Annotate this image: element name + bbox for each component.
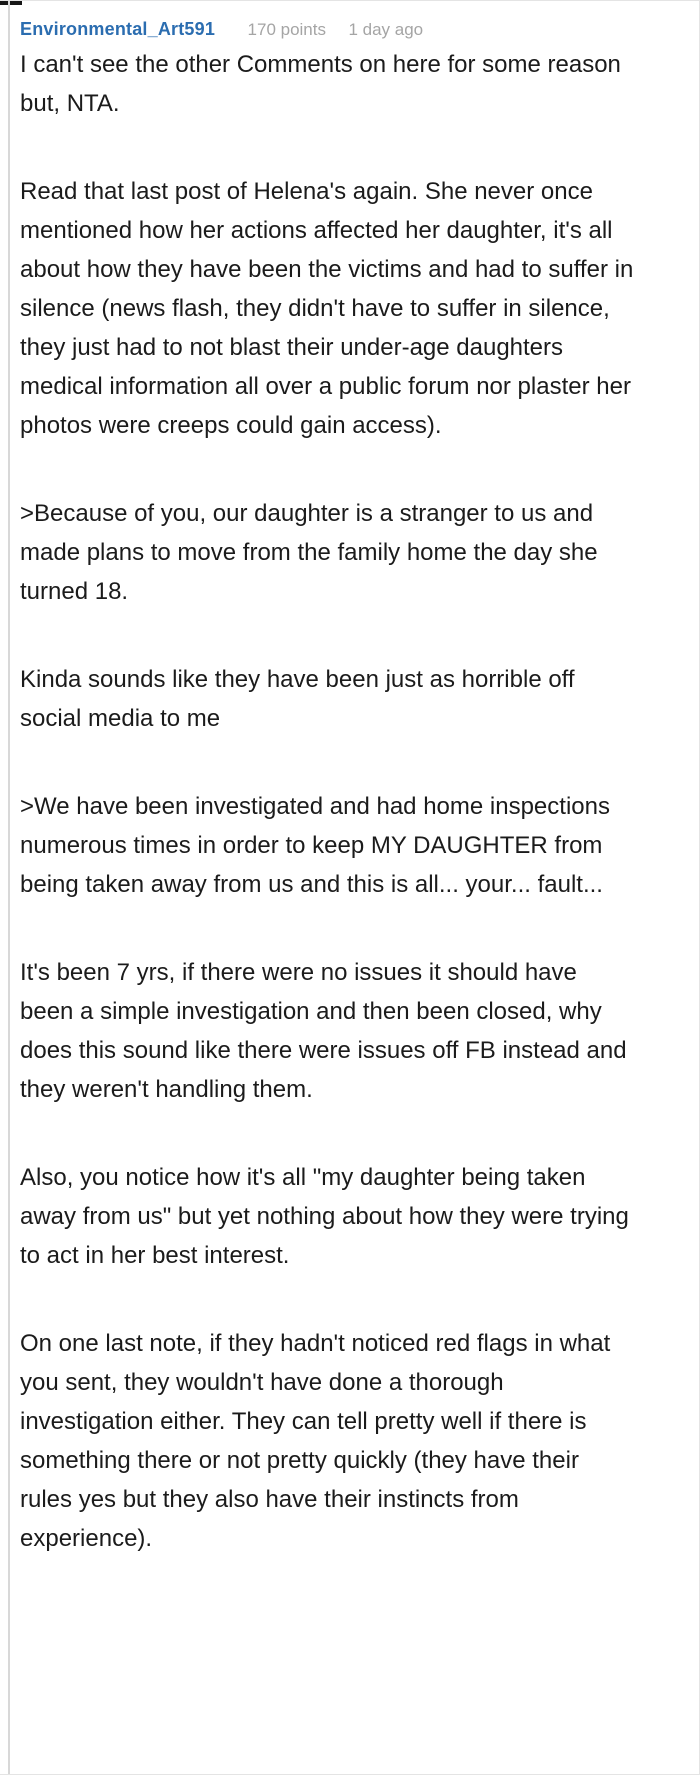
comment-header [20, 17, 659, 40]
comment-paragraph: Also, you notice how it's all "my daughter being taken away from us" but yet nothing about how they were trying to act in her best interest. [20, 1164, 629, 1269]
corner-artifact [0, 1, 22, 5]
comment-paragraph: Read that last post of Helena's again. She never once mentioned how her actions affected her daughter, it's all about how they have been the victims and had to suffer in silence (news flash, they didn't have to suffer in silence, they just had to not blast their under-age daughters medical information all over a public forum nor plaster her photos were creeps could gain access). [20, 178, 634, 439]
comment-paragraph: I can't see the other Comments on here for some reason but, NTA. [20, 51, 621, 117]
comment-paragraph-quote: >We have been investigated and had home inspections numerous times in order to keep MY DAUGHTER from being taken away from us and this is all... your... fault... [20, 793, 610, 898]
comment-points: 170 points [247, 20, 326, 39]
comment-paragraph: It's been 7 yrs, if there were no issues it should have been a simple investigation and then been closed, why does this sound like there were issues off FB instead and they weren't handling them. [20, 959, 627, 1103]
comment-paragraph: Kinda sounds like they have been just as horrible off social media to me [20, 666, 575, 732]
comment-thread-line[interactable] [8, 1, 10, 1774]
comment-paragraph: On one last note, if they hadn't noticed red flags in what you sent, they wouldn't have done a thorough investigation either. They can tell pretty well if there is something there or not pretty quickly (they have their rules yes but they also have their instincts from experience). [20, 1330, 611, 1552]
comment-author-link[interactable]: Environmental_Art591 [20, 19, 216, 39]
comment-timestamp: 1 day ago [348, 20, 424, 39]
comment-paragraph-quote: >Because of you, our daughter is a stranger to us and made plans to move from the family home the day she turned 18. [20, 500, 598, 605]
comment-body [20, 45, 634, 1558]
